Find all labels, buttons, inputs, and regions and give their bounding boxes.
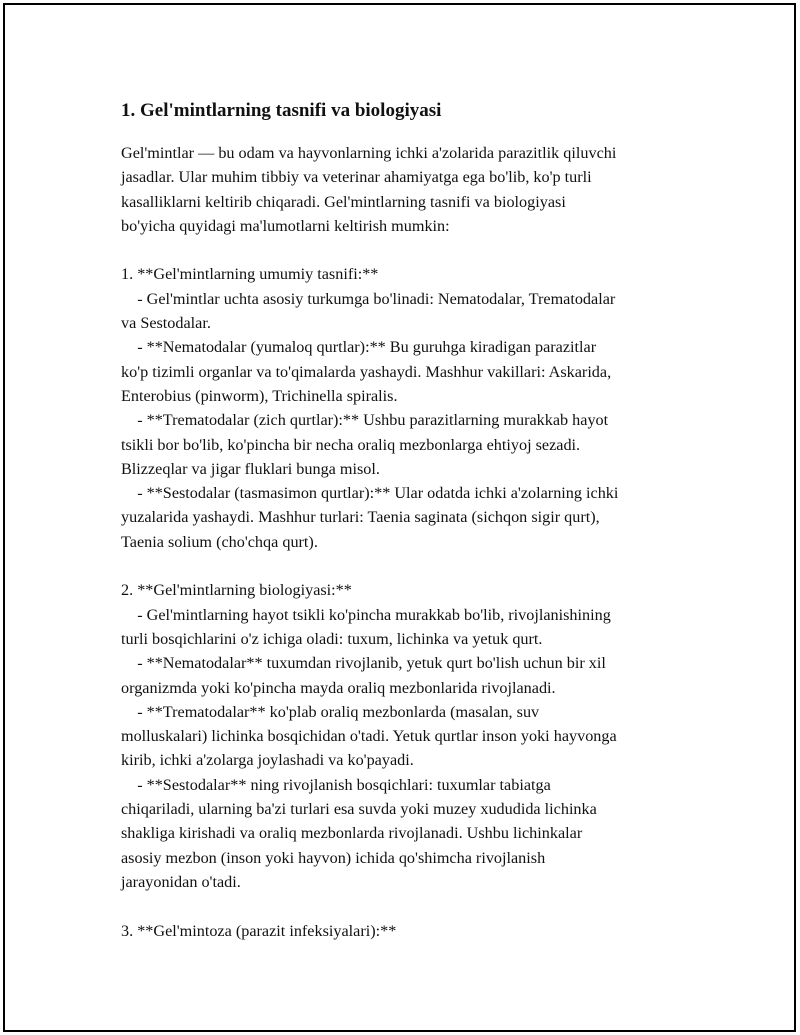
section-classification	[121, 262, 701, 554]
text-line: - **Nematodalar** tuxumdan rivojlanib, yetuk qurt bo'lish uchun bir xil	[121, 654, 606, 673]
text-line: organizmda yoki ko'pincha mayda oraliq mezbonlarida rivojlanadi.	[121, 678, 556, 697]
text-line: molluskalari) lichinka bosqichidan o'tadi. Yetuk qurtlar inson yoki hayvonga	[121, 727, 617, 746]
text-line: kirib, ichki a'zolarga joylashadi va ko'payadi.	[121, 751, 414, 770]
intro-paragraph	[121, 141, 701, 238]
section-heading: 1. **Gel'mintlarning umumiy tasnifi:**	[121, 265, 379, 284]
section-biology	[121, 578, 701, 894]
text-line: - **Sestodalar (tasmasimon qurtlar):** Ular odatda ichki a'zolarning ichki	[121, 484, 619, 503]
text-line: bo'yicha quyidagi ma'lumotlarni keltirish mumkin:	[121, 216, 450, 235]
text-line: - Gel'mintlar uchta asosiy turkumga bo'linadi: Nematodalar, Trematodalar	[121, 289, 616, 308]
paragraph-gap	[121, 894, 701, 918]
document-body	[121, 99, 701, 943]
text-line: chiqariladi, ularning ba'zi turlari esa suvda yoki muzey xududida lichinka	[121, 800, 597, 819]
page-title: 1. Gel'mintlarning tasnifi va biologiyasi	[121, 100, 442, 121]
text-line: Taenia solium (cho'chqa qurt).	[121, 532, 318, 551]
paragraph-gap	[121, 554, 701, 578]
text-line: asosiy mezbon (inson yoki hayvon) ichida qo'shimcha rivojlanish	[121, 848, 546, 867]
section-heading: 2. **Gel'mintlarning biologiyasi:**	[121, 581, 352, 600]
text-line: va Sestodalar.	[121, 314, 211, 333]
text-line: yuzalarida yashaydi. Mashhur turlari: Taenia saginata (sichqon sigir qurt),	[121, 508, 600, 527]
text-line: tsikli bor bo'lib, ko'pincha bir necha oraliq mezbonlarga ehtiyoj sezadi.	[121, 435, 581, 454]
text-line: jasadlar. Ular muhim tibbiy va veterinar ahamiyatga ega bo'lib, ko'p turli	[121, 168, 592, 187]
text-line: - **Trematodalar (zich qurtlar):** Ushbu parazitlarning murakkab hayot	[121, 411, 609, 430]
page-frame	[3, 3, 796, 1032]
text-line: Enterobius (pinworm), Trichinella spiralis.	[121, 386, 398, 405]
text-line: - **Sestodalar** ning rivojlanish bosqichlari: tuxumlar tabiatga	[121, 775, 551, 794]
paragraph-gap	[121, 238, 701, 262]
text-line: turli bosqichlarini o'z ichiga oladi: tuxum, lichinka va yetuk qurt.	[121, 629, 543, 648]
text-line: ko'p tizimli organlar va to'qimalarda yashaydi. Mashhur vakillari: Askarida,	[121, 362, 612, 381]
text-line: - **Trematodalar** ko'plab oraliq mezbonlarda (masalan, suv	[121, 702, 540, 721]
text-line: - **Nematodalar (yumaloq qurtlar):** Bu guruhga kiradigan parazitlar	[121, 338, 597, 357]
text-line: shakliga kirishadi va oraliq mezbonlarda rivojlanadi. Ushbu lichinkalar	[121, 824, 583, 843]
section-heading: 3. **Gel'mintoza (parazit infeksiyalari):**	[121, 921, 397, 940]
text-line: Gel'mintlar — bu odam va hayvonlarning ichki a'zolarida parazitlik qiluvchi	[121, 144, 617, 162]
section-infections	[121, 919, 701, 943]
text-line: kasalliklarni keltirib chiqaradi. Gel'mintlarning tasnifi va biologiyasi	[121, 192, 566, 211]
text-line: jarayonidan o'tadi.	[121, 872, 241, 891]
text-line: Blizzeqlar va jigar fluklari bunga misol.	[121, 459, 380, 478]
text-line: - Gel'mintlarning hayot tsikli ko'pincha murakkab bo'lib, rivojlanishining	[121, 605, 611, 624]
